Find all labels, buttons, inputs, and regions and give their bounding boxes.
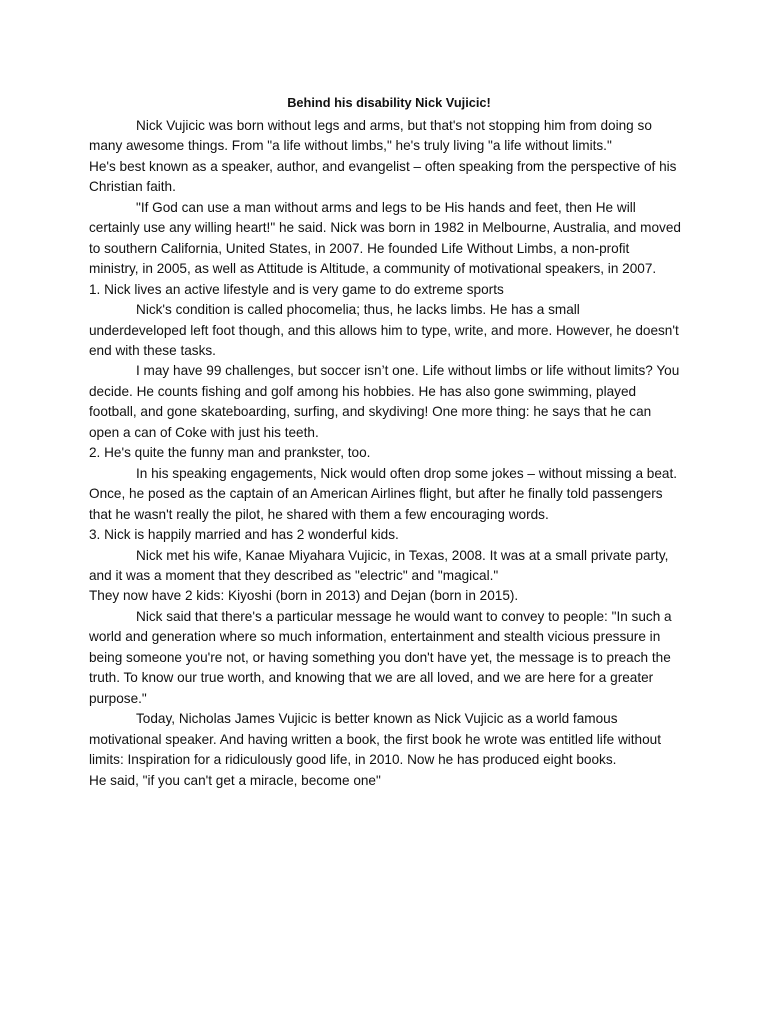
paragraph: I may have 99 challenges, but soccer isn’t one. Life without limbs or life without limits? You decide. He counts fishing and golf among his hobbies. He has also gone swimming, played football, and gone skateboarding, surfing, and skydiving! One more thing: he says that he can open a can of Coke with just his teeth. <box>89 363 680 440</box>
paragraph: He's best known as a speaker, author, and evangelist – often speaking from the perspective of his Christian faith. <box>89 158 677 195</box>
paragraph: "If God can use a man without arms and legs to be His hands and feet, then He will certainly use any willing heart!" he said. Nick was born in 1982 in Melbourne, Australia, and moved to southern California, United States, in 2007. He founded Life Without Limbs, a non-profit ministry, in 2005, as well as Attitude is Altitude, a community of motivational speakers, in 2007. <box>89 199 681 277</box>
paragraph: Nick met his wife, Kanae Miyahara Vujicic, in Texas, 2008. It was at a small private party, and it was a moment that they described as "electric" and "magical." <box>89 547 669 583</box>
paragraph: In his speaking engagements, Nick would often drop some jokes – without missing a beat. <box>136 465 678 481</box>
section-heading: 1. Nick lives an active lifestyle and is very game to do extreme sports <box>89 281 504 297</box>
paragraph: Nick Vujicic was born without legs and arms, but that's not stopping him from doing so many awesome things. From "a life without limbs," he's truly living "a life without limits." <box>89 118 652 154</box>
section-heading: 2. He's quite the funny man and prankster, too. <box>89 445 371 461</box>
paragraph: Nick's condition is called phocomelia; thus, he lacks limbs. He has a small underdeveloped left foot though, and this allows him to type, write, and more. However, he doesn't end with these tasks. <box>89 302 679 358</box>
document-title: Behind his disability Nick Vujicic! <box>287 95 491 110</box>
closing-quote: He said, "if you can't get a miracle, become one" <box>89 772 381 788</box>
paragraph: Once, he posed as the captain of an American Airlines flight, but after he finally told passengers that he wasn't really the pilot, he shared with them a few encouraging words. <box>89 486 663 522</box>
paragraph: Today, Nicholas James Vujicic is better known as Nick Vujicic as a world famous motivational speaker. And having written a book, the first book he wrote was entitled life without limits: Inspiration for a ridiculously good life, in 2010. Now he has produced eight books. <box>89 711 662 768</box>
title-wrapper <box>93 95 685 111</box>
section-heading: 3. Nick is happily married and has 2 wonderful kids. <box>89 527 399 543</box>
paragraph: They now have 2 kids: Kiyoshi (born in 2013) and Dejan (born in 2015). <box>89 588 519 604</box>
document-body <box>89 95 681 791</box>
paragraph: Nick said that there's a particular message he would want to convey to people: "In such a world and generation where so much information, entertainment and stealth vicious pressure in being someone you're not, or having something you don't have yet, the message is to preach the truth. To know our true worth, and knowing that we are all loved, and we are here for a greater purpose." <box>89 608 672 706</box>
